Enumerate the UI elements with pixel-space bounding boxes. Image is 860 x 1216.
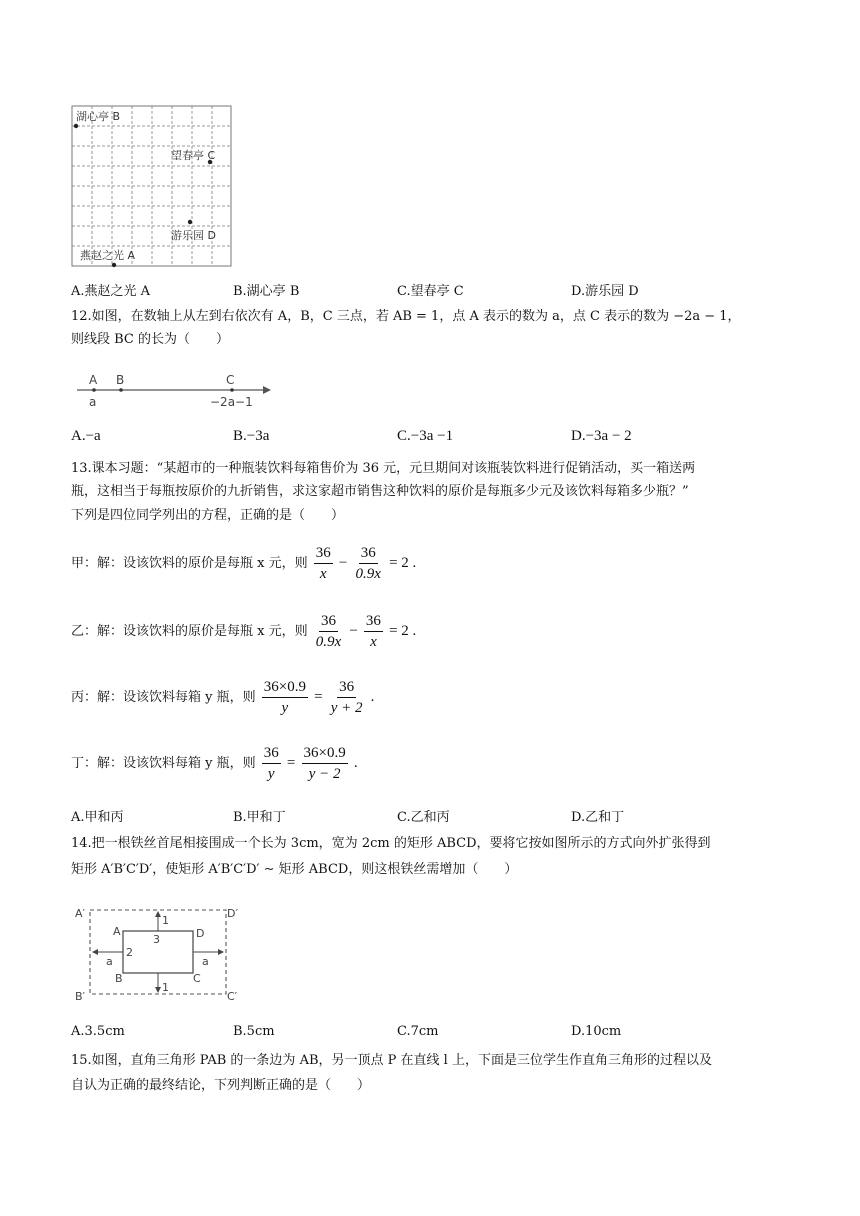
q12-option-d[interactable]: D.−3a − 2 — [571, 428, 632, 444]
q14-stem-line1: 14.把一根铁丝首尾相接围成一个长为 3cm，宽为 2cm 的矩形 ABCD，要将它按如图所示的方式向外扩张得到 — [71, 836, 711, 851]
q14-option-a[interactable]: A.3.5cm — [71, 1024, 125, 1039]
q14-option-d[interactable]: D.10cm — [571, 1024, 622, 1039]
label-wangchunting: 望春亭 C — [171, 149, 216, 162]
label-a-right: a — [202, 955, 209, 968]
q13-equation-yi — [71, 612, 416, 651]
label-a-value: a — [89, 395, 97, 409]
q14-stem-line2: 矩形 A′B′C′D′，使矩形 A′B′C′D′ ∼ 矩形 ABCD，则这根铁丝需增加（ ） — [71, 862, 518, 877]
label-c-prime: C′ — [227, 990, 238, 1003]
q13-stem-line2: 瓶，这相当于每瓶按原价的九折销售，求这家超市销售这种饮料的原价是每瓶多少元及该饮料每箱多少瓶？” — [71, 484, 689, 499]
q13-option-a[interactable]: A.甲和丙 — [71, 810, 124, 825]
q12-stem-line2: 则线段 BC 的长为（ ） — [71, 332, 230, 347]
point-d — [188, 220, 192, 224]
q12-option-b[interactable]: B.−3a — [233, 428, 270, 444]
q12-option-c[interactable]: C.−3a −1 — [397, 428, 454, 444]
bing-fraction-1: $\frac{36\times 0.9}{y}$ — [263, 679, 306, 716]
label-c-upper: C — [226, 373, 235, 387]
yi-fraction-2: $\frac{36}{x}$ — [365, 613, 381, 650]
q11-option-c[interactable]: C.望春亭 C — [397, 284, 464, 299]
point-b — [74, 124, 78, 128]
q13-equation-ding — [71, 744, 358, 783]
label-c-value: −2a−1 — [210, 395, 253, 409]
label-b-prime: B′ — [75, 990, 86, 1003]
label-one-top: 1 — [162, 914, 169, 927]
label-yanzhaozhiguang: 燕赵之光 A — [80, 249, 136, 262]
q13-option-d[interactable]: D.乙和丁 — [571, 810, 625, 825]
q14-option-c[interactable]: C.7cm — [397, 1024, 439, 1039]
yi-fraction-1: $\frac{36}{0.9x}$ — [315, 613, 342, 650]
q12-stem-line1: 12.如图，在数轴上从左到右依次有 A，B，C 三点，若 AB = 1，点 A 表示的数为 a，点 C 表示的数为 −2a − 1， — [71, 309, 741, 324]
q13-stem-line3: 下列是四位同学列出的方程，正确的是（ ） — [71, 508, 345, 523]
label-c: C — [193, 972, 201, 985]
q12-option-a[interactable]: A.−a — [71, 428, 101, 444]
yi-tail: = 2 . — [389, 623, 417, 639]
label-a: A — [113, 925, 121, 938]
jia-fraction-2: $\frac{36}{0.9x}$ — [355, 545, 381, 582]
jia-prefix: 甲：解：设该饮料的原价是每瓶 x 元，则 — [71, 556, 308, 571]
label-huxinting: 湖心亭 B — [76, 110, 121, 123]
label-two: 2 — [126, 946, 133, 959]
label-b: B — [115, 972, 123, 985]
number-line-figure — [71, 368, 271, 416]
ding-prefix: 丁：解：设该饮料每箱 y 瓶，则 — [71, 756, 256, 771]
jia-fraction-1: $\frac{36}{x}$ — [315, 545, 331, 582]
q13-equation-jia — [71, 544, 416, 583]
q14-option-b[interactable]: B.5cm — [233, 1024, 275, 1039]
label-a-left: a — [106, 955, 113, 968]
jia-operator: − — [338, 555, 348, 571]
bing-operator: = — [314, 689, 323, 705]
yi-operator: − — [349, 623, 358, 639]
label-d-prime: D′ — [227, 907, 238, 920]
label-b-upper: B — [116, 373, 125, 387]
q15-stem-line2: 自认为正确的最终结论，下列判断正确的是（ ） — [71, 1078, 371, 1093]
q11-option-b[interactable]: B.湖心亭 B — [233, 284, 300, 299]
q13-option-c[interactable]: C.乙和丙 — [397, 810, 450, 825]
yi-prefix: 乙：解：设该饮料的原价是每瓶 x 元，则 — [71, 624, 308, 639]
q11-option-a[interactable]: A.燕赵之光 A — [71, 284, 151, 299]
q15-stem-line1: 15.如图，直角三角形 PAB 的一条边为 AB，另一顶点 P 在直线 l 上，下面是三位学生作直角三角形的过程以及 — [71, 1053, 712, 1068]
ding-tail: . — [353, 755, 358, 771]
label-a-prime: A′ — [75, 907, 86, 920]
q13-option-b[interactable]: B.甲和丁 — [233, 810, 286, 825]
bing-tail: . — [370, 689, 375, 705]
label-a-upper: A — [89, 373, 98, 387]
label-youleyuan: 游乐园 D — [171, 229, 216, 242]
q13-equation-bing — [71, 678, 374, 717]
jia-tail: = 2 . — [389, 555, 417, 571]
ding-operator: = — [286, 755, 296, 771]
bing-fraction-2: $\frac{36}{y + 2}$ — [330, 679, 363, 716]
label-three: 3 — [153, 933, 160, 946]
q11-option-d[interactable]: D.游乐园 D — [571, 284, 639, 299]
ding-fraction-1: $\frac{36}{y}$ — [263, 745, 279, 782]
rectangle-expansion-figure — [71, 902, 246, 1006]
q13-stem-line1: 13.课本习题：“某超市的一种瓶装饮料每箱售价为 36 元，元旦期间对该瓶装饮料进行促销活动，买一箱送两 — [71, 461, 696, 476]
bing-prefix: 丙：解：设该饮料每箱 y 瓶，则 — [71, 690, 256, 705]
label-d: D — [196, 927, 205, 940]
label-one-bottom: 1 — [162, 981, 169, 994]
grid-map-figure — [71, 104, 233, 268]
point-a — [112, 263, 116, 267]
ding-fraction-2: $\frac{36\times 0.9}{y - 2}$ — [303, 745, 346, 782]
